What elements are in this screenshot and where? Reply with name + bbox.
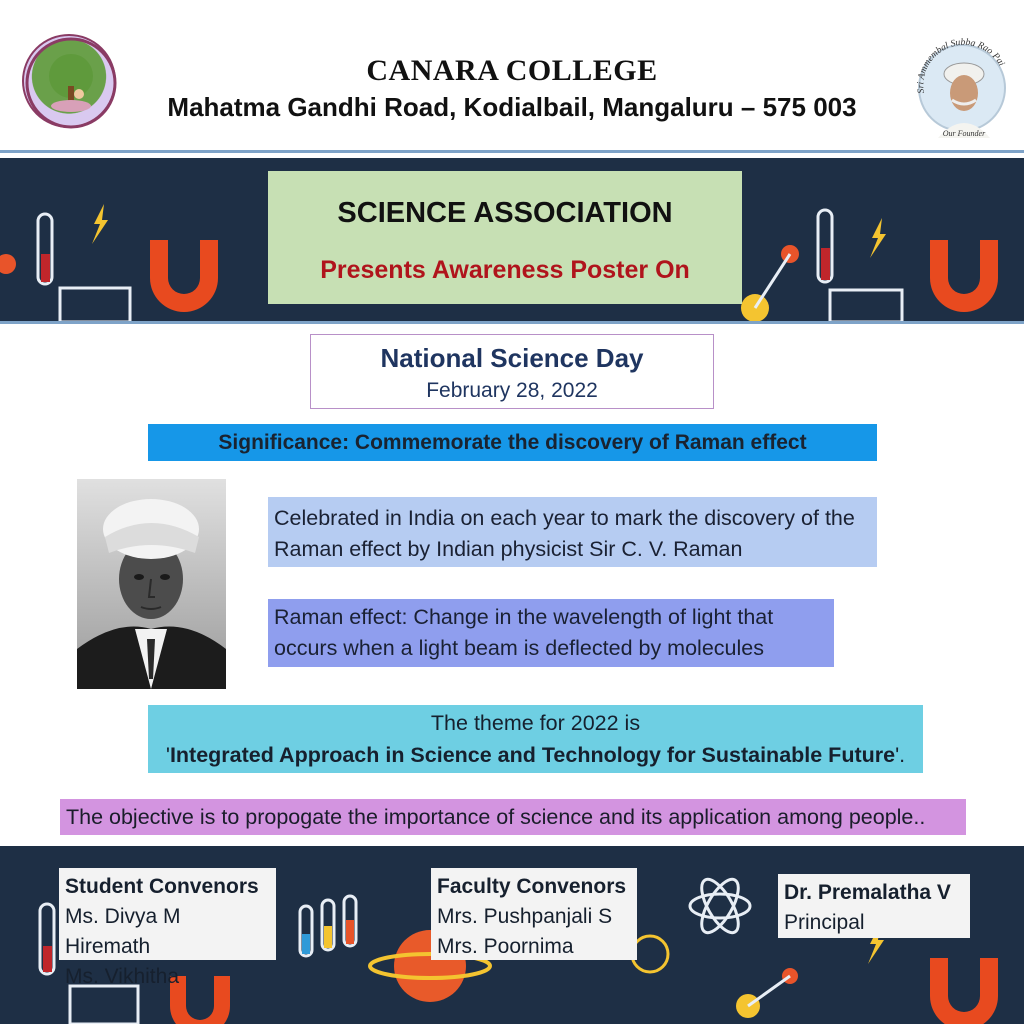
association-title: SCIENCE ASSOCIATION [337,197,673,229]
faculty-convenor-name: Mrs. Poornima [437,935,574,958]
principal-name: Dr. Premalatha V [784,881,951,904]
header-divider [0,150,1024,153]
college-name: CANARA COLLEGE [366,54,658,87]
band-divider [0,321,1024,324]
principal-card [778,874,970,938]
theme-close: '. [895,743,906,767]
cube-icon [830,290,902,322]
lightning-icon [92,204,108,244]
association-subtitle: Presents Awareness Poster On [320,256,690,284]
faculty-convenors-card [431,868,637,960]
magnet-icon [150,240,218,312]
theme-box [148,705,923,773]
student-convenor-name: Ms. Divya M Hiremath [65,905,181,958]
student-convenors-card [59,868,276,988]
magnifier-icon [632,936,668,972]
fact-raman-effect: Raman effect: Change in the wavelength of light that occurs when a light beam is deflected by molecules [268,599,834,667]
header [0,0,1024,150]
event-title-box [310,334,714,409]
theme-intro: The theme for 2022 is [430,711,641,735]
college-address: Mahatma Gandhi Road, Kodialbail, Mangaluru – 575 003 [167,92,857,122]
theme-open-quote: ' [165,743,170,767]
faculty-convenors-heading: Faculty Convenors [437,875,627,898]
principal-role: Principal [784,911,865,934]
seal-arc-text: Sri Ammembal Subba Rao Pai [916,38,1007,94]
student-convenor-name: Ms. Vikhitha [65,965,179,988]
significance-bar: Significance: Commemorate the discovery of Raman effect [148,424,877,461]
founder-seal-icon [912,38,1012,138]
faculty-convenor-name: Mrs. Pushpanjali S [437,905,613,928]
theme-name: Integrated Approach in Science and Technology for Sustainable Future [169,743,896,767]
seal-caption: Our Founder [942,129,986,138]
student-convenors-heading: Student Convenors [65,875,259,898]
theme-line [148,743,923,768]
atom-orbit-icon [690,894,750,918]
event-date: February 28, 2022 [426,379,598,402]
magnet-icon [930,958,998,1024]
magnet-icon [930,240,998,312]
fact-celebration: Celebrated in India on each year to mark the discovery of the Raman effect by Indian physicist Sir C. V. Raman [268,497,877,567]
event-title: National Science Day [380,343,644,373]
cv-raman-portrait [77,479,226,689]
objective-bar: The objective is to propogate the importance of science and its application among people.. [60,799,966,835]
association-banner [268,171,742,304]
lightning-icon [870,218,886,258]
cube-icon [60,288,130,322]
